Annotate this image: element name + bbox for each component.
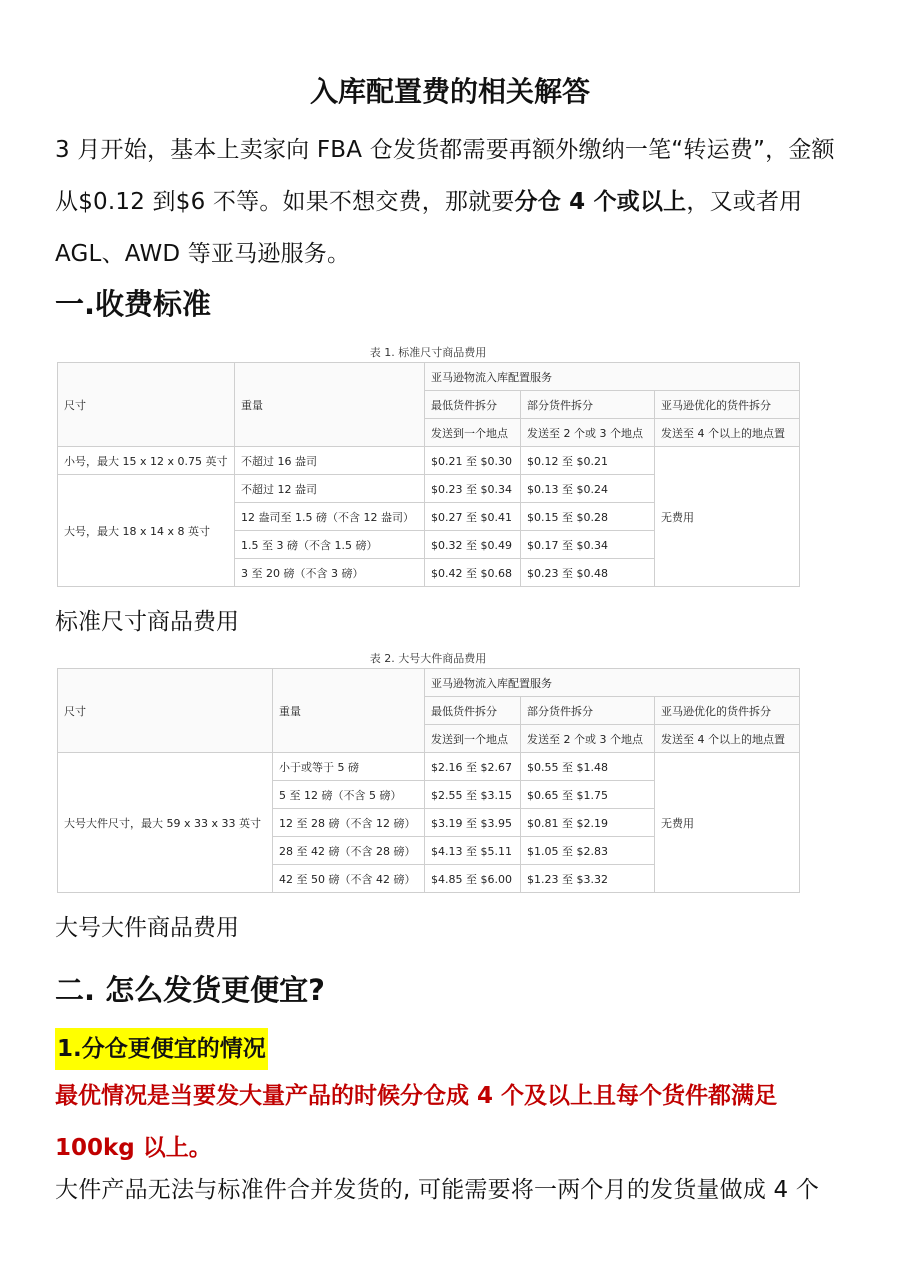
min-fee-cell: $2.55 至 $3.15 — [425, 781, 521, 809]
weight-cell: 28 至 42 磅（不含 28 磅） — [273, 837, 425, 865]
header-min-dest: 发送到一个地点 — [425, 725, 521, 753]
size-cell: 大号大件尺寸，最大 59 x 33 x 33 英寸 — [58, 753, 273, 893]
weight-cell: 1.5 至 3 磅（不含 1.5 磅） — [235, 531, 425, 559]
partial-fee-cell: $0.23 至 $0.48 — [521, 559, 655, 587]
fee-table-standard — [57, 344, 799, 587]
header-partial-dest: 发送至 2 个或 3 个地点 — [521, 419, 655, 447]
highlight-paragraph: 最优情况是当要发大量产品的时候分仓成 4 个及以上且每个货件都满足 100kg 以上。 — [55, 1083, 778, 1161]
intro-text-2: ，又或者用 AGL、AWD 等亚马逊服务。 — [55, 189, 803, 267]
partial-fee-cell: $0.17 至 $0.34 — [521, 531, 655, 559]
header-service: 亚马逊物流入库配置服务 — [425, 363, 800, 391]
header-size: 尺寸 — [58, 363, 235, 447]
weight-cell: 12 盎司至 1.5 磅（不含 12 盎司） — [235, 503, 425, 531]
header-weight: 重量 — [235, 363, 425, 447]
weight-cell: 不超过 12 盎司 — [235, 475, 425, 503]
table-row — [58, 447, 800, 475]
header-weight: 重量 — [273, 669, 425, 753]
min-fee-cell: $0.42 至 $0.68 — [425, 559, 521, 587]
partial-fee-cell: $0.55 至 $1.48 — [521, 753, 655, 781]
header-optimized-dest: 发送至 4 个以上的地点置 — [655, 725, 800, 753]
header-min-dest: 发送到一个地点 — [425, 419, 521, 447]
size-cell: 大号，最大 18 x 14 x 8 英寸 — [58, 475, 235, 587]
partial-fee-cell: $0.13 至 $0.24 — [521, 475, 655, 503]
free-cell: 无费用 — [655, 753, 800, 893]
min-fee-cell: $4.13 至 $5.11 — [425, 837, 521, 865]
intro-bold-text: 分仓 4 个或以上 — [514, 189, 687, 215]
header-size: 尺寸 — [58, 669, 273, 753]
fee-table-large-bulky — [57, 650, 799, 893]
section-heading-cheaper-shipping: 二. 怎么发货更便宜? — [55, 973, 325, 1007]
partial-fee-cell: $1.05 至 $2.83 — [521, 837, 655, 865]
weight-cell: 5 至 12 磅（不含 5 磅） — [273, 781, 425, 809]
min-fee-cell: $0.23 至 $0.34 — [425, 475, 521, 503]
partial-fee-cell: $1.23 至 $3.32 — [521, 865, 655, 893]
table-caption-large-bulky: 大号大件商品费用 — [55, 915, 239, 941]
table-title: 表 2. 大号大件商品费用 — [369, 652, 487, 665]
weight-cell: 12 至 28 磅（不含 12 磅） — [273, 809, 425, 837]
fee-table-grid — [57, 362, 800, 587]
partial-fee-cell: $0.65 至 $1.75 — [521, 781, 655, 809]
subsection-heading-split: 1.分仓更便宜的情况 — [55, 1028, 268, 1070]
header-optimized-dest: 发送至 4 个以上的地点置 — [655, 419, 800, 447]
partial-fee-cell: $0.12 至 $0.21 — [521, 447, 655, 475]
section-heading-fee-standard: 一.收费标准 — [55, 287, 212, 321]
weight-cell: 3 至 20 磅（不含 3 磅） — [235, 559, 425, 587]
fee-table-grid — [57, 668, 800, 893]
size-cell: 小号，最大 15 x 12 x 0.75 英寸 — [58, 447, 235, 475]
min-fee-cell: $0.27 至 $0.41 — [425, 503, 521, 531]
header-min-split: 最低货件拆分 — [425, 697, 521, 725]
page-title: 入库配置费的相关解答 — [309, 75, 590, 108]
partial-fee-cell: $0.15 至 $0.28 — [521, 503, 655, 531]
intro-text-1: 3 月开始，基本上卖家向 FBA 仓发货都需要再额外缴纳一笔“转运费”，金额从$0.12 到$6 不等。如果不想交费，那就要 — [55, 137, 835, 215]
free-cell: 无费用 — [655, 447, 800, 587]
table-row — [58, 753, 800, 781]
header-optimized-split: 亚马逊优化的货件拆分 — [655, 391, 800, 419]
weight-cell: 不超过 16 盎司 — [235, 447, 425, 475]
weight-cell: 小于或等于 5 磅 — [273, 753, 425, 781]
header-service: 亚马逊物流入库配置服务 — [425, 669, 800, 697]
header-min-split: 最低货件拆分 — [425, 391, 521, 419]
weight-cell: 42 至 50 磅（不含 42 磅） — [273, 865, 425, 893]
header-optimized-split: 亚马逊优化的货件拆分 — [655, 697, 800, 725]
header-partial-dest: 发送至 2 个或 3 个地点 — [521, 725, 655, 753]
min-fee-cell: $0.21 至 $0.30 — [425, 447, 521, 475]
min-fee-cell: $3.19 至 $3.95 — [425, 809, 521, 837]
table-caption-standard: 标准尺寸商品费用 — [55, 609, 239, 635]
body-paragraph: 大件产品无法与标准件合并发货的, 可能需要将一两个月的发货量做成 4 个 — [55, 1177, 820, 1203]
intro-paragraph — [55, 124, 850, 280]
table-title: 表 1. 标准尺寸商品费用 — [369, 346, 487, 359]
header-partial-split: 部分货件拆分 — [521, 697, 655, 725]
partial-fee-cell: $0.81 至 $2.19 — [521, 809, 655, 837]
min-fee-cell: $0.32 至 $0.49 — [425, 531, 521, 559]
header-partial-split: 部分货件拆分 — [521, 391, 655, 419]
min-fee-cell: $2.16 至 $2.67 — [425, 753, 521, 781]
min-fee-cell: $4.85 至 $6.00 — [425, 865, 521, 893]
